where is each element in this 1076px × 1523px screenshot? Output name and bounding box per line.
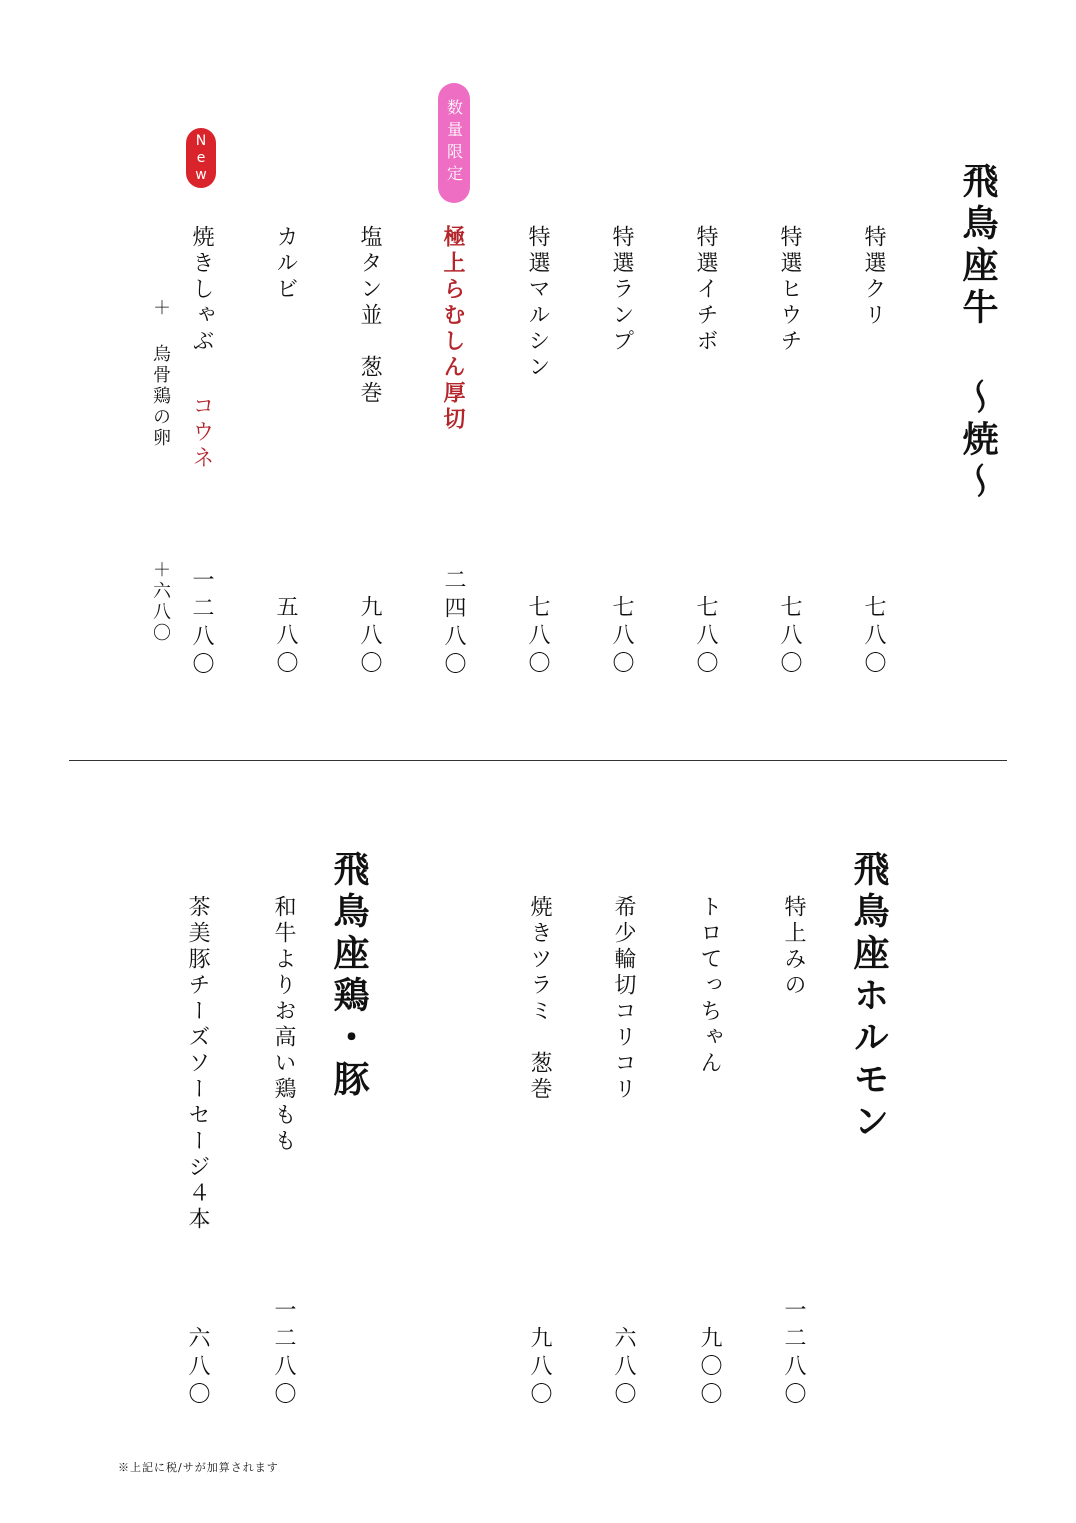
menu-item-price: 九八〇 — [527, 1326, 552, 1410]
addon-plus: ＋ — [150, 298, 171, 319]
horumon-section-title: 飛鳥座ホルモン — [848, 850, 890, 1144]
addon-name: 烏骨鶏の卵 — [150, 344, 171, 449]
menu-item-name: 特選ヒウチ — [777, 225, 802, 355]
menu-item-name: 和牛よりお高い鶏もも — [271, 895, 296, 1155]
menu-item-name: カルビ — [273, 225, 298, 303]
section-divider — [69, 760, 1007, 761]
menu-item-name: 極上らむしん厚切 — [440, 225, 466, 433]
menu-item-name: 焼きツラミ 葱巻 — [527, 895, 552, 1103]
menu-item-name: 特選ランプ — [609, 225, 634, 355]
menu-item-price: 一二八〇 — [781, 1298, 806, 1410]
chicken-pork-section-title: 飛鳥座鶏・豚 — [328, 850, 370, 1102]
menu-item-price: 七八〇 — [525, 595, 550, 679]
menu-item-price: 一二八〇 — [189, 568, 214, 680]
menu-item-price: 一二八〇 — [271, 1298, 296, 1410]
menu-item-price: 九八〇 — [357, 595, 382, 679]
menu-item-price: 七八〇 — [693, 595, 718, 679]
menu-item-name: 希少輪切コリコリ — [611, 895, 636, 1103]
limited-quantity-badge: 数量限定 — [438, 83, 470, 203]
addon-price: ＋六八〇 — [150, 560, 171, 644]
beef-section-title: 飛鳥座牛 〜焼〜 — [957, 162, 999, 504]
menu-item-price: 六八〇 — [185, 1326, 210, 1410]
menu-item-name: 特選マルシン — [525, 225, 550, 381]
menu-item-price: 六八〇 — [611, 1326, 636, 1410]
new-badge: New — [186, 128, 216, 188]
menu-item-price: 二四八〇 — [441, 568, 466, 680]
menu-item-price: 七八〇 — [777, 595, 802, 679]
menu-item-price: 七八〇 — [861, 595, 886, 679]
menu-item-name: 特選イチボ — [693, 225, 718, 355]
tax-footnote: ※上記に税/サが加算されます — [118, 1461, 279, 1474]
menu-item-price: 五八〇 — [273, 595, 298, 679]
menu-item-name: トロてっちゃん — [697, 895, 722, 1077]
menu-item-price: 九〇〇 — [697, 1326, 722, 1410]
menu-item-name: 茶美豚チーズソーセージ４本 — [185, 895, 210, 1233]
menu-item-name: 特選クリ — [861, 225, 886, 329]
menu-item-name: 塩タン並 葱巻 — [357, 225, 382, 407]
menu-item-name: 特上みの — [781, 895, 806, 999]
menu-item-highlight: コウネ — [189, 394, 214, 472]
menu-item-name: 焼きしゃぶ — [189, 225, 214, 355]
menu-item-price: 七八〇 — [609, 595, 634, 679]
